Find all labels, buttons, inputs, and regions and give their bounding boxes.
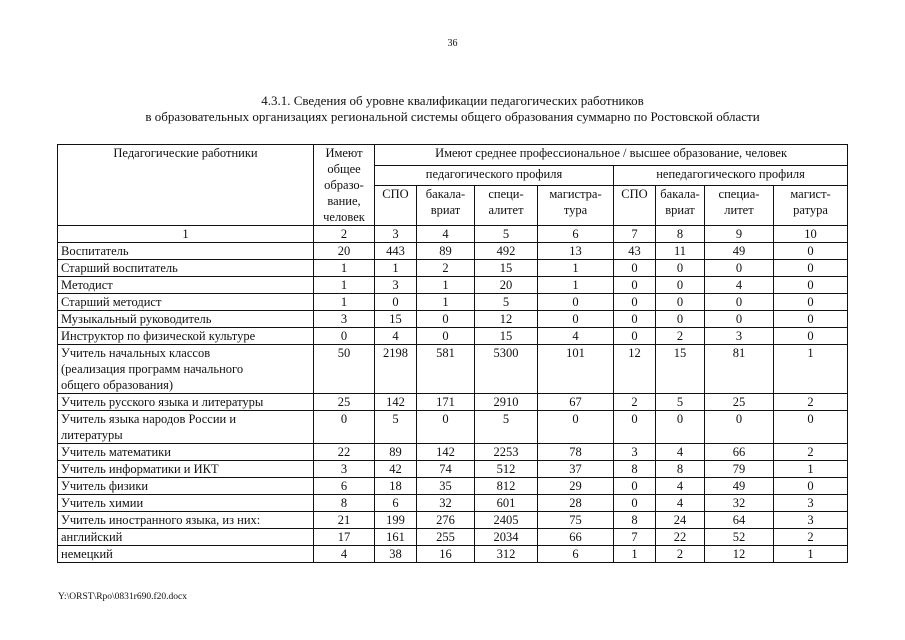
value-cell: 443 (375, 243, 417, 260)
value-cell: 0 (705, 294, 774, 311)
value-cell: 492 (475, 243, 538, 260)
value-cell: 12 (475, 311, 538, 328)
table-row (58, 277, 848, 294)
column-number-cell: 1 (58, 226, 314, 243)
column-number-cell: 4 (417, 226, 475, 243)
subheader-cell: специ- алитет (475, 186, 538, 226)
value-cell: 2 (656, 328, 705, 345)
value-cell: 21 (314, 512, 375, 529)
value-cell: 4 (656, 495, 705, 512)
table-row (58, 512, 848, 529)
value-cell: 3 (375, 277, 417, 294)
value-cell: 3 (614, 444, 656, 461)
value-cell: 22 (656, 529, 705, 546)
table-row (58, 444, 848, 461)
subheader-cell: бакала- вриат (656, 186, 705, 226)
column-number-cell: 2 (314, 226, 375, 243)
staff-name-cell: немецкий (58, 546, 314, 563)
table-row (58, 411, 848, 444)
subheader-cell: СПО (614, 186, 656, 226)
value-cell: 0 (774, 277, 848, 294)
value-cell: 43 (614, 243, 656, 260)
value-cell: 67 (538, 394, 614, 411)
value-cell: 0 (656, 411, 705, 444)
value-cell: 32 (705, 495, 774, 512)
value-cell: 74 (417, 461, 475, 478)
value-cell: 1 (774, 345, 848, 394)
value-cell: 2 (656, 546, 705, 563)
value-cell: 38 (375, 546, 417, 563)
value-cell: 0 (705, 411, 774, 444)
value-cell: 15 (475, 260, 538, 277)
value-cell: 5300 (475, 345, 538, 394)
value-cell: 601 (475, 495, 538, 512)
value-cell: 8 (614, 461, 656, 478)
value-cell: 1 (314, 277, 375, 294)
table-body (58, 243, 848, 563)
value-cell: 0 (538, 294, 614, 311)
value-cell: 0 (774, 260, 848, 277)
value-cell: 2 (614, 394, 656, 411)
staff-name-cell: Старший методист (58, 294, 314, 311)
value-cell: 6 (314, 478, 375, 495)
value-cell: 4 (705, 277, 774, 294)
value-cell: 49 (705, 478, 774, 495)
value-cell: 3 (705, 328, 774, 345)
value-cell: 161 (375, 529, 417, 546)
value-cell: 0 (774, 311, 848, 328)
value-cell: 20 (314, 243, 375, 260)
value-cell: 4 (656, 444, 705, 461)
value-cell: 0 (614, 411, 656, 444)
subheader-cell: бакала- вриат (417, 186, 475, 226)
value-cell: 3 (314, 461, 375, 478)
value-cell: 15 (656, 345, 705, 394)
value-cell: 142 (375, 394, 417, 411)
value-cell: 35 (417, 478, 475, 495)
value-cell: 8 (614, 512, 656, 529)
value-cell: 5 (475, 294, 538, 311)
value-cell: 4 (314, 546, 375, 563)
table-row (58, 311, 848, 328)
value-cell: 49 (705, 243, 774, 260)
value-cell: 32 (417, 495, 475, 512)
column-number-cell: 10 (774, 226, 848, 243)
value-cell: 0 (656, 260, 705, 277)
value-cell: 2 (774, 394, 848, 411)
value-cell: 2 (774, 444, 848, 461)
value-cell: 2253 (475, 444, 538, 461)
value-cell: 79 (705, 461, 774, 478)
value-cell: 20 (475, 277, 538, 294)
table-row (58, 243, 848, 260)
value-cell: 0 (774, 411, 848, 444)
value-cell: 25 (705, 394, 774, 411)
value-cell: 50 (314, 345, 375, 394)
column-number-cell: 8 (656, 226, 705, 243)
value-cell: 66 (705, 444, 774, 461)
value-cell: 5 (375, 411, 417, 444)
table-row (58, 345, 848, 394)
value-cell: 52 (705, 529, 774, 546)
value-cell: 2 (774, 529, 848, 546)
staff-name-cell: Учитель математики (58, 444, 314, 461)
staff-name-cell: Учитель языка народов России и литературы (58, 411, 314, 444)
header-professional-education: Имеют среднее профессиональное / высшее образование, человек (375, 145, 848, 166)
value-cell: 17 (314, 529, 375, 546)
value-cell: 6 (375, 495, 417, 512)
value-cell: 37 (538, 461, 614, 478)
value-cell: 1 (538, 260, 614, 277)
file-path: Y:\ORST\Rpo\0831r690.f20.docx (58, 592, 187, 602)
value-cell: 2405 (475, 512, 538, 529)
value-cell: 0 (614, 277, 656, 294)
value-cell: 78 (538, 444, 614, 461)
value-cell: 7 (614, 529, 656, 546)
qualification-table (57, 144, 848, 563)
column-number-cell: 6 (538, 226, 614, 243)
value-cell: 1 (774, 546, 848, 563)
page-number: 36 (447, 38, 458, 49)
value-cell: 0 (417, 328, 475, 345)
value-cell: 4 (375, 328, 417, 345)
value-cell: 22 (314, 444, 375, 461)
value-cell: 1 (417, 277, 475, 294)
table-row (58, 294, 848, 311)
value-cell: 0 (538, 411, 614, 444)
value-cell: 1 (774, 461, 848, 478)
staff-name-cell: Учитель физики (58, 478, 314, 495)
value-cell: 0 (656, 294, 705, 311)
value-cell: 142 (417, 444, 475, 461)
value-cell: 16 (417, 546, 475, 563)
value-cell: 0 (614, 328, 656, 345)
column-number-cell: 7 (614, 226, 656, 243)
header-nonped-profile: непедагогического профиля (614, 165, 848, 186)
value-cell: 3 (774, 512, 848, 529)
table-row (58, 328, 848, 345)
value-cell: 15 (375, 311, 417, 328)
value-cell: 42 (375, 461, 417, 478)
value-cell: 3 (314, 311, 375, 328)
title-line-2: в образовательных организациях региональной системы общего образования суммарно по Ростовской области (145, 109, 760, 124)
value-cell: 64 (705, 512, 774, 529)
staff-name-cell: Учитель химии (58, 495, 314, 512)
value-cell: 0 (314, 328, 375, 345)
value-cell: 13 (538, 243, 614, 260)
value-cell: 0 (774, 328, 848, 345)
value-cell: 2910 (475, 394, 538, 411)
value-cell: 0 (614, 311, 656, 328)
value-cell: 0 (774, 478, 848, 495)
value-cell: 0 (417, 411, 475, 444)
value-cell: 81 (705, 345, 774, 394)
value-cell: 2 (417, 260, 475, 277)
title-line-1: 4.3.1. Сведения об уровне квалификации педагогических работников (261, 93, 644, 108)
staff-name-cell: Учитель информатики и ИКТ (58, 461, 314, 478)
value-cell: 75 (538, 512, 614, 529)
value-cell: 5 (656, 394, 705, 411)
value-cell: 8 (314, 495, 375, 512)
value-cell: 8 (656, 461, 705, 478)
value-cell: 276 (417, 512, 475, 529)
value-cell: 1 (314, 294, 375, 311)
table-row (58, 495, 848, 512)
staff-name-cell: Учитель русского языка и литературы (58, 394, 314, 411)
value-cell: 0 (538, 311, 614, 328)
value-cell: 0 (614, 495, 656, 512)
subheader-cell: магистра- тура (538, 186, 614, 226)
value-cell: 4 (538, 328, 614, 345)
value-cell: 0 (375, 294, 417, 311)
value-cell: 0 (656, 277, 705, 294)
staff-name-cell: Воспитатель (58, 243, 314, 260)
staff-name-cell: Инструктор по физической культуре (58, 328, 314, 345)
value-cell: 12 (614, 345, 656, 394)
table-row (58, 394, 848, 411)
table-title (60, 93, 845, 125)
value-cell: 0 (614, 294, 656, 311)
value-cell: 0 (417, 311, 475, 328)
value-cell: 0 (774, 243, 848, 260)
value-cell: 1 (314, 260, 375, 277)
value-cell: 1 (375, 260, 417, 277)
value-cell: 581 (417, 345, 475, 394)
value-cell: 5 (475, 411, 538, 444)
value-cell: 2198 (375, 345, 417, 394)
value-cell: 2034 (475, 529, 538, 546)
value-cell: 512 (475, 461, 538, 478)
value-cell: 4 (656, 478, 705, 495)
value-cell: 15 (475, 328, 538, 345)
value-cell: 1 (614, 546, 656, 563)
value-cell: 0 (774, 294, 848, 311)
value-cell: 312 (475, 546, 538, 563)
column-number-cell: 3 (375, 226, 417, 243)
value-cell: 0 (614, 478, 656, 495)
table-row (58, 478, 848, 495)
value-cell: 0 (314, 411, 375, 444)
staff-name-cell: Учитель начальных классов (реализация программ начального общего образования) (58, 345, 314, 394)
value-cell: 6 (538, 546, 614, 563)
value-cell: 255 (417, 529, 475, 546)
value-cell: 0 (614, 260, 656, 277)
value-cell: 0 (656, 311, 705, 328)
value-cell: 28 (538, 495, 614, 512)
header-staff: Педагогические работники (58, 145, 314, 226)
header-ped-profile: педагогического профиля (375, 165, 614, 186)
value-cell: 89 (375, 444, 417, 461)
value-cell: 0 (705, 260, 774, 277)
value-cell: 12 (705, 546, 774, 563)
value-cell: 1 (538, 277, 614, 294)
value-cell: 0 (705, 311, 774, 328)
value-cell: 25 (314, 394, 375, 411)
value-cell: 171 (417, 394, 475, 411)
staff-name-cell: Музыкальный руководитель (58, 311, 314, 328)
value-cell: 11 (656, 243, 705, 260)
subheader-cell: магист- ратура (774, 186, 848, 226)
staff-name-cell: Методист (58, 277, 314, 294)
table-row (58, 546, 848, 563)
value-cell: 199 (375, 512, 417, 529)
header-general-education: Имеют общее образо- вание, человек (314, 145, 375, 226)
table-row (58, 461, 848, 478)
subheader-cell: СПО (375, 186, 417, 226)
value-cell: 89 (417, 243, 475, 260)
value-cell: 29 (538, 478, 614, 495)
column-number-cell: 5 (475, 226, 538, 243)
value-cell: 66 (538, 529, 614, 546)
staff-name-cell: Старший воспитатель (58, 260, 314, 277)
column-number-row (58, 226, 848, 243)
staff-name-cell: Учитель иностранного языка, из них: (58, 512, 314, 529)
value-cell: 18 (375, 478, 417, 495)
value-cell: 3 (774, 495, 848, 512)
value-cell: 1 (417, 294, 475, 311)
value-cell: 24 (656, 512, 705, 529)
subheader-cell: специа- литет (705, 186, 774, 226)
value-cell: 812 (475, 478, 538, 495)
column-number-cell: 9 (705, 226, 774, 243)
table-row (58, 260, 848, 277)
staff-name-cell: английский (58, 529, 314, 546)
value-cell: 101 (538, 345, 614, 394)
table-row (58, 529, 848, 546)
